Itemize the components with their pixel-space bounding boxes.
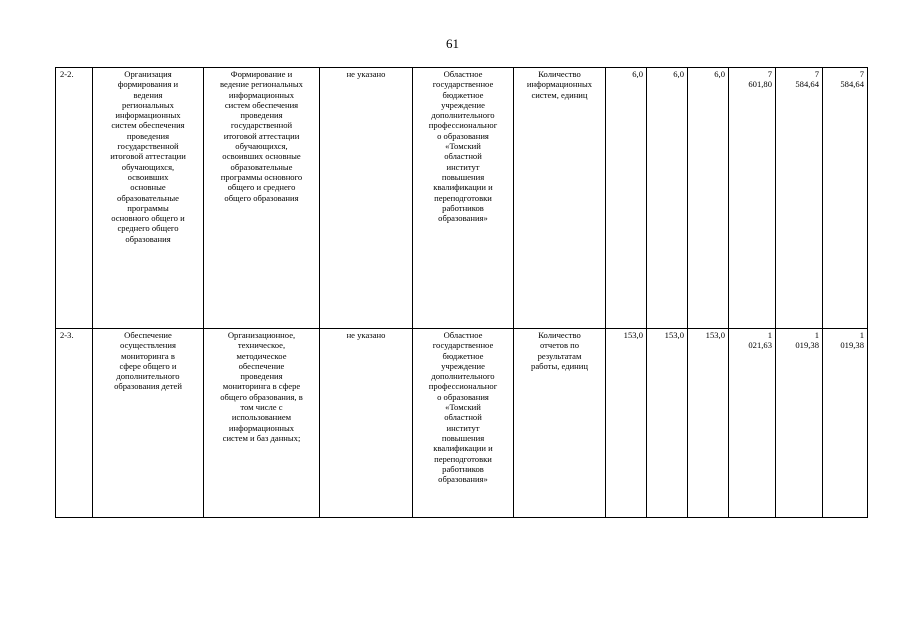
row-number: 2-3. (56, 329, 93, 518)
value-cell: 153,0 (606, 329, 647, 518)
value-cell: 6,0 (606, 68, 647, 329)
value-cell: 7 584,64 (823, 68, 868, 329)
measure-name: Обеспечение осуществления мониторинга в сфере общего и дополнительного образования детей (93, 329, 204, 518)
value-cell: 153,0 (647, 329, 688, 518)
value-cell: 153,0 (688, 329, 729, 518)
measure-status: не указано (320, 68, 413, 329)
measure-name: Организация формирования и ведения региональных информационных систем обеспечения проведения государственной итоговой аттестации обучающихся, освоивших основные образовательные программы основного общего и среднего общего образования (93, 68, 204, 329)
measure-content: Формирование и ведение региональных информационных систем обеспечения проведения государственной итоговой аттестации обучающихся, освоивших основные образовательные программы основного общего и среднего общего образования (204, 68, 320, 329)
value-cell: 1 021,63 (729, 329, 776, 518)
page-number: 61 (446, 36, 459, 51)
value-cell: 7 601,80 (729, 68, 776, 329)
table-row (56, 329, 868, 518)
value-cell: 6,0 (688, 68, 729, 329)
table-row (56, 68, 868, 329)
program-table (55, 67, 868, 518)
indicator: Количество информационных систем, единиц (514, 68, 606, 329)
measure-content: Организационное, техническое, методическое обеспечение проведения мониторинга в сфере общего образования, в том числе с использованием информационных систем и баз данных; (204, 329, 320, 518)
value-cell: 1 019,38 (776, 329, 823, 518)
executor: Областное государственное бюджетное учреждение дополнительного профессиональног о образования «Томский областной институт повышения квалификации и переподготовки работников образования» (413, 329, 514, 518)
value-cell: 6,0 (647, 68, 688, 329)
row-number: 2-2. (56, 68, 93, 329)
value-cell: 1 019,38 (823, 329, 868, 518)
value-cell: 7 584,64 (776, 68, 823, 329)
indicator: Количество отчетов по результатам работы, единиц (514, 329, 606, 518)
executor: Областное государственное бюджетное учреждение дополнительного профессиональног о образования «Томский областной институт повышения квалификации и переподготовки работников образования» (413, 68, 514, 329)
measure-status: не указано (320, 329, 413, 518)
